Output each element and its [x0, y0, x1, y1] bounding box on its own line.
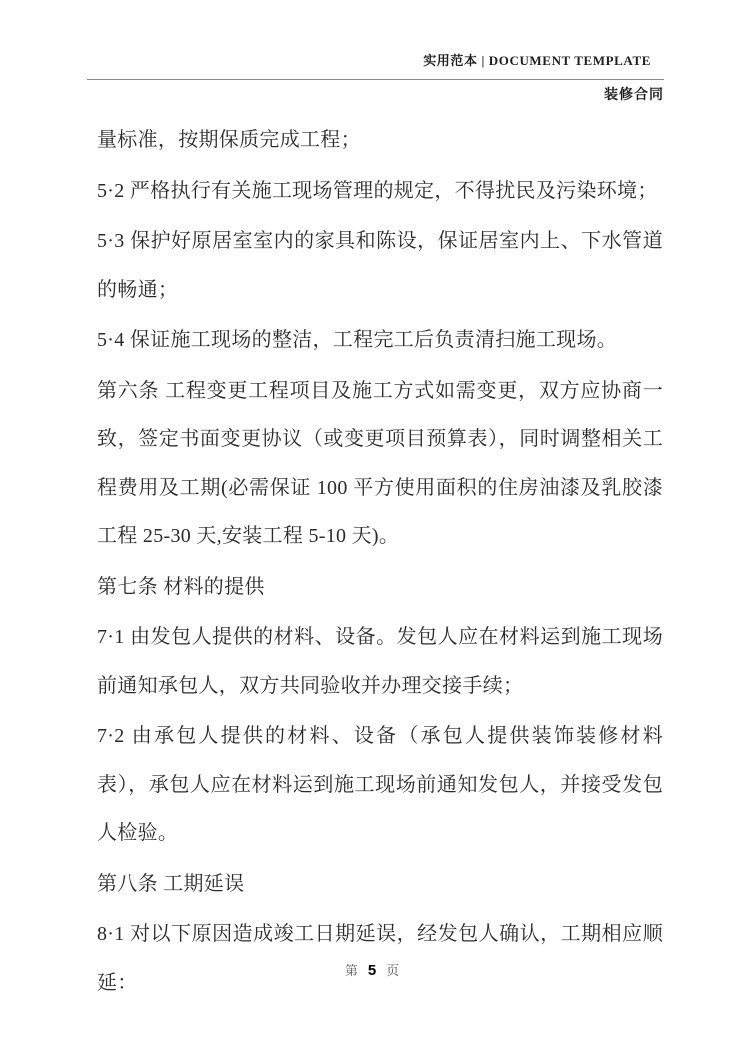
- contract-paragraph: 7·2 由承包人提供的材料、设备（承包人提供装饰装修材料表），承包人应在材料运到施工现场前通知发包人，并接受发包人检验。: [97, 725, 663, 844]
- contract-paragraph: 5·4 保证施工现场的整洁，工程完工后负责清扫施工现场。: [97, 329, 618, 351]
- header-brand-text: 实用范本 | DOCUMENT TEMPLATE: [423, 53, 651, 68]
- footer-page-prefix: 第: [344, 963, 358, 978]
- contract-body: [97, 116, 663, 1009]
- contract-paragraph: 8·1 对以下原因造成竣工日期延误，经发包人确认，工期相应顺延：: [97, 923, 663, 994]
- contract-paragraph: 量标准，按期保质完成工程；: [97, 129, 361, 151]
- contract-paragraph: 5·2 严格执行有关施工现场管理的规定，不得扰民及污染环境；: [97, 179, 658, 202]
- header-doc-title: 装修合同: [604, 88, 664, 103]
- contract-clause-heading: 第八条 工期延误: [97, 872, 245, 895]
- contract-paragraph: 5·3 保护好原居室室内的家具和陈设，保证居室内上、下水管道的畅通；: [97, 230, 663, 301]
- footer-page-number: 5: [367, 962, 377, 979]
- footer-page-suffix: 页: [386, 963, 400, 978]
- page-footer: [0, 960, 744, 980]
- contract-clause-heading: 第七条 材料的提供: [97, 575, 265, 598]
- contract-paragraph: 第六条 工程变更工程项目及施工方式如需变更，双方应协商一致，签定书面变更协议（或变更项目预算表），同时调整相关工程费用及工期(必需保证 100 平方使用面积的住房油漆及乳胶漆工程 25-30 天,安装工程 5-10 天)。: [97, 379, 663, 547]
- contract-paragraph: 7·1 由发包人提供的材料、设备。发包人应在材料运到施工现场前通知承包人，双方共同验收并办理交接手续；: [97, 626, 663, 697]
- page-header: [87, 50, 664, 104]
